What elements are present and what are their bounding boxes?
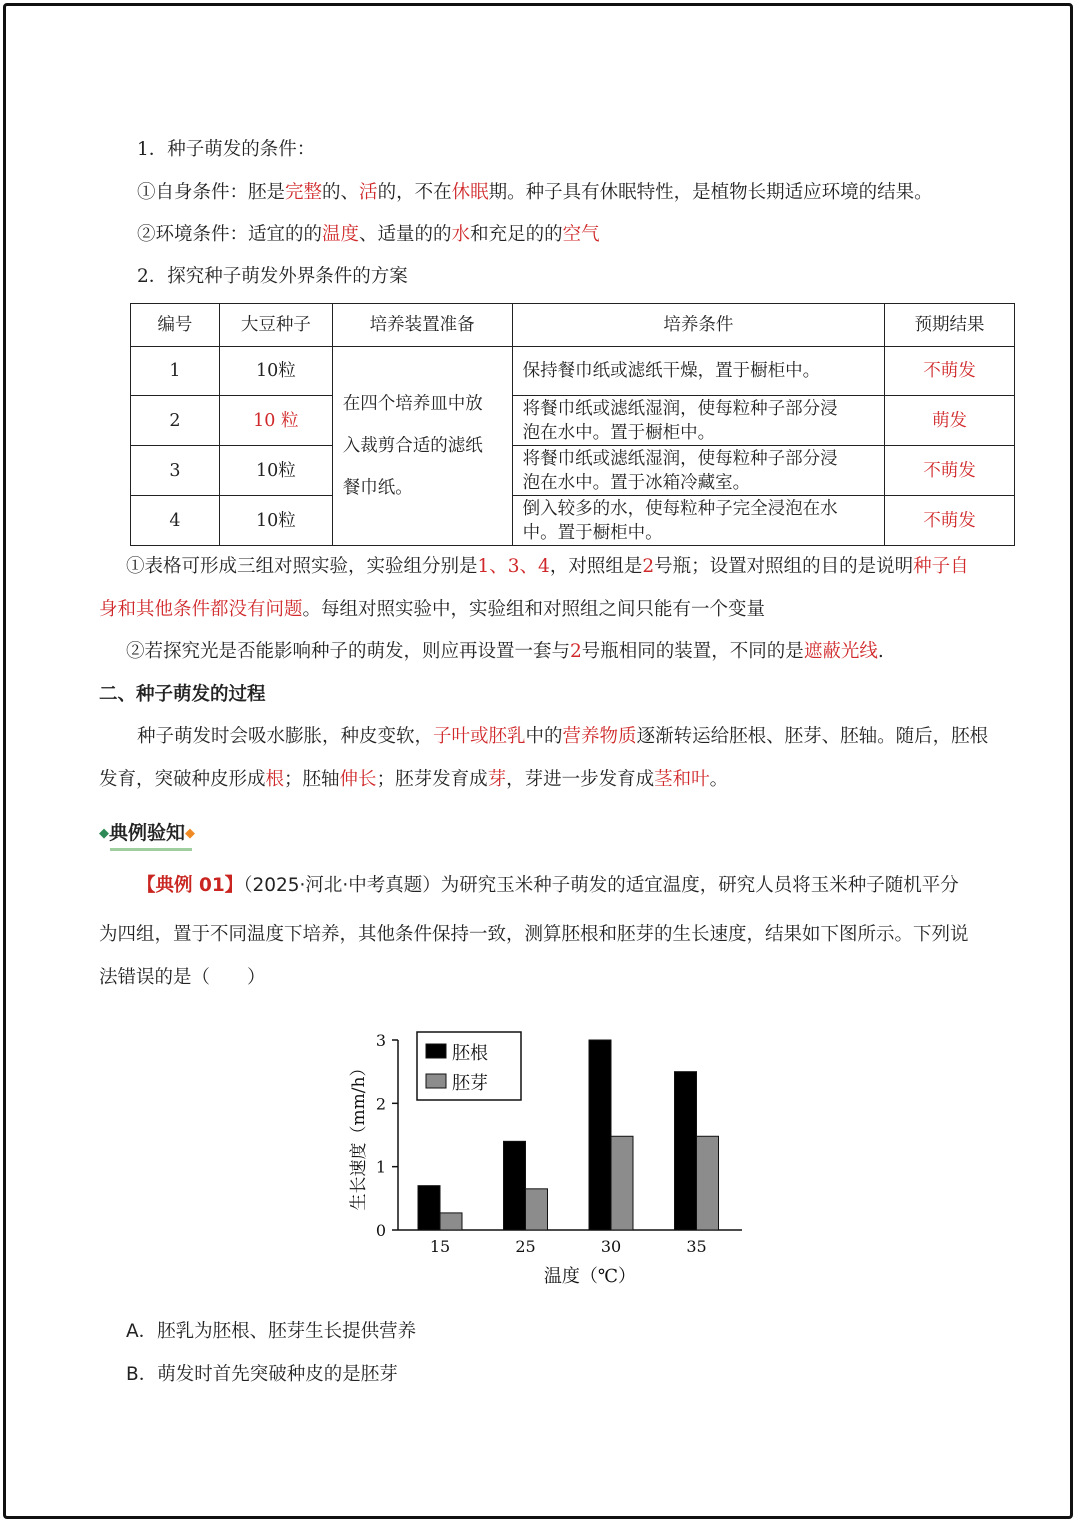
answer-water: 水 — [451, 224, 471, 245]
header-prep: 培养装置准备 — [332, 304, 512, 347]
y-tick-label: 1 — [375, 1157, 386, 1177]
part2-title: 二、种子萌发的过程 — [99, 684, 266, 705]
growth-rate-chart — [330, 1020, 760, 1295]
diamond-orange-icon: ◆ — [185, 826, 196, 841]
example-heading: ◆典例验知◆ — [99, 822, 196, 844]
bar-胚根-25 — [504, 1141, 526, 1230]
option-b[interactable]: B．萌发时首先突破种皮的是胚芽 — [126, 1364, 398, 1385]
section1-title: 1．种子萌发的条件： — [137, 139, 316, 160]
diamond-green-icon: ◆ — [99, 826, 109, 841]
bar-胚根-15 — [418, 1186, 440, 1230]
prep-cell: 在四个培养皿中放 入裁剪合适的滤纸 餐巾纸。 — [332, 347, 512, 546]
answer-dormant: 休眠 — [451, 182, 489, 203]
table-row: 4 10粒 倒入较多的水，使每粒种子完全浸泡在水 中。置于橱柜中。 不萌发 — [131, 496, 1015, 546]
legend-label: 胚根 — [452, 1043, 488, 1064]
heading-underline — [110, 848, 192, 851]
bar-胚芽-35 — [697, 1136, 719, 1230]
note2-line: ②若探究光是否能影响种子的萌发，则应再设置一套与2号瓶相同的装置，不同的是遮蔽光线. — [126, 641, 884, 662]
option-a[interactable]: A．胚乳为胚根、胚芽生长提供营养 — [126, 1321, 417, 1342]
header-id: 编号 — [131, 304, 220, 347]
table-row: 1 10粒 在四个培养皿中放 入裁剪合适的滤纸 餐巾纸。 保持餐巾纸或滤纸干燥，置于橱柜中。 不萌发 — [131, 347, 1015, 396]
y-tick-label: 0 — [375, 1221, 386, 1240]
x-tick-label: 30 — [600, 1237, 622, 1256]
part2-para-line2: 发育，突破种皮形成根；胚轴伸长；胚芽发育成芽，芽进一步发育成茎和叶。 — [99, 769, 729, 790]
x-axis-label: 温度（℃） — [543, 1266, 637, 1287]
y-tick-label: 3 — [375, 1031, 386, 1050]
y-tick-label: 2 — [375, 1094, 386, 1114]
x-tick-label: 25 — [515, 1237, 536, 1256]
x-tick-label: 35 — [686, 1237, 707, 1256]
table-row: 3 10粒 将餐巾纸或滤纸湿润，使每粒种子部分浸 泡在水中。置于冰箱冷藏室。 不萌发 — [131, 446, 1015, 496]
part2-para-line1: 种子萌发时会吸水膨胀，种皮变软，子叶或胚乳中的营养物质逐渐转运给胚根、胚芽、胚轴。随后，胚根 — [137, 726, 989, 747]
header-seeds: 大豆种子 — [219, 304, 332, 347]
bar-胚芽-25 — [526, 1189, 548, 1230]
bar-胚根-30 — [589, 1040, 611, 1230]
answer-complete: 完整 — [285, 182, 323, 203]
x-tick-label: 15 — [429, 1237, 451, 1256]
answer-temp: 温度 — [322, 224, 360, 245]
y-axis-label: 生长速度（mm/h） — [349, 1059, 369, 1211]
answer-air: 空气 — [562, 224, 600, 245]
self-condition-line: ①自身条件：胚是完整的、活的，不在休眠期。种子具有休眠特性，是植物长期适应环境的结果。 — [137, 182, 933, 203]
note1-line2: 身和其他条件都没有问题。每组对照实验中，实验组和对照组之间只能有一个变量 — [99, 599, 766, 620]
header-condition: 培养条件 — [512, 304, 885, 347]
legend-swatch — [426, 1044, 446, 1058]
note1-line1: ①表格可形成三组对照实验，实验组分别是1、3、4，对照组是2号瓶；设置对照组的目的是说明种子自 — [126, 556, 969, 577]
example-question-line3: 法错误的是（ ） — [99, 967, 266, 988]
bar-胚根-35 — [675, 1072, 697, 1230]
answer-alive: 活 — [359, 182, 378, 203]
bar-胚芽-15 — [440, 1213, 462, 1230]
legend-swatch — [426, 1074, 446, 1088]
table-header-row — [131, 304, 1015, 347]
example-question-line1: 【典例 01】（2025·河北·中考真题）为研究玉米种子萌发的适宜温度，研究人员将玉米种子随机平分 — [137, 875, 959, 896]
legend-label: 胚芽 — [452, 1073, 488, 1094]
table-row: 2 10 粒 将餐巾纸或滤纸湿润，使每粒种子部分浸 泡在水中。置于橱柜中。 萌发 — [131, 396, 1015, 446]
example-question-line2: 为四组，置于不同温度下培养，其他条件保持一致，测算胚根和胚芽的生长速度，结果如下图所示。下列说 — [99, 924, 969, 945]
experiment-table — [130, 303, 1015, 546]
example-label: 【典例 01】 — [137, 875, 244, 896]
bar-胚芽-30 — [611, 1136, 633, 1230]
header-result: 预期结果 — [885, 304, 1015, 347]
env-condition-line: ②环境条件：适宜的的温度、适量的的水和充足的的空气 — [137, 224, 600, 245]
section2-title: 2．探究种子萌发外界条件的方案 — [137, 266, 408, 287]
